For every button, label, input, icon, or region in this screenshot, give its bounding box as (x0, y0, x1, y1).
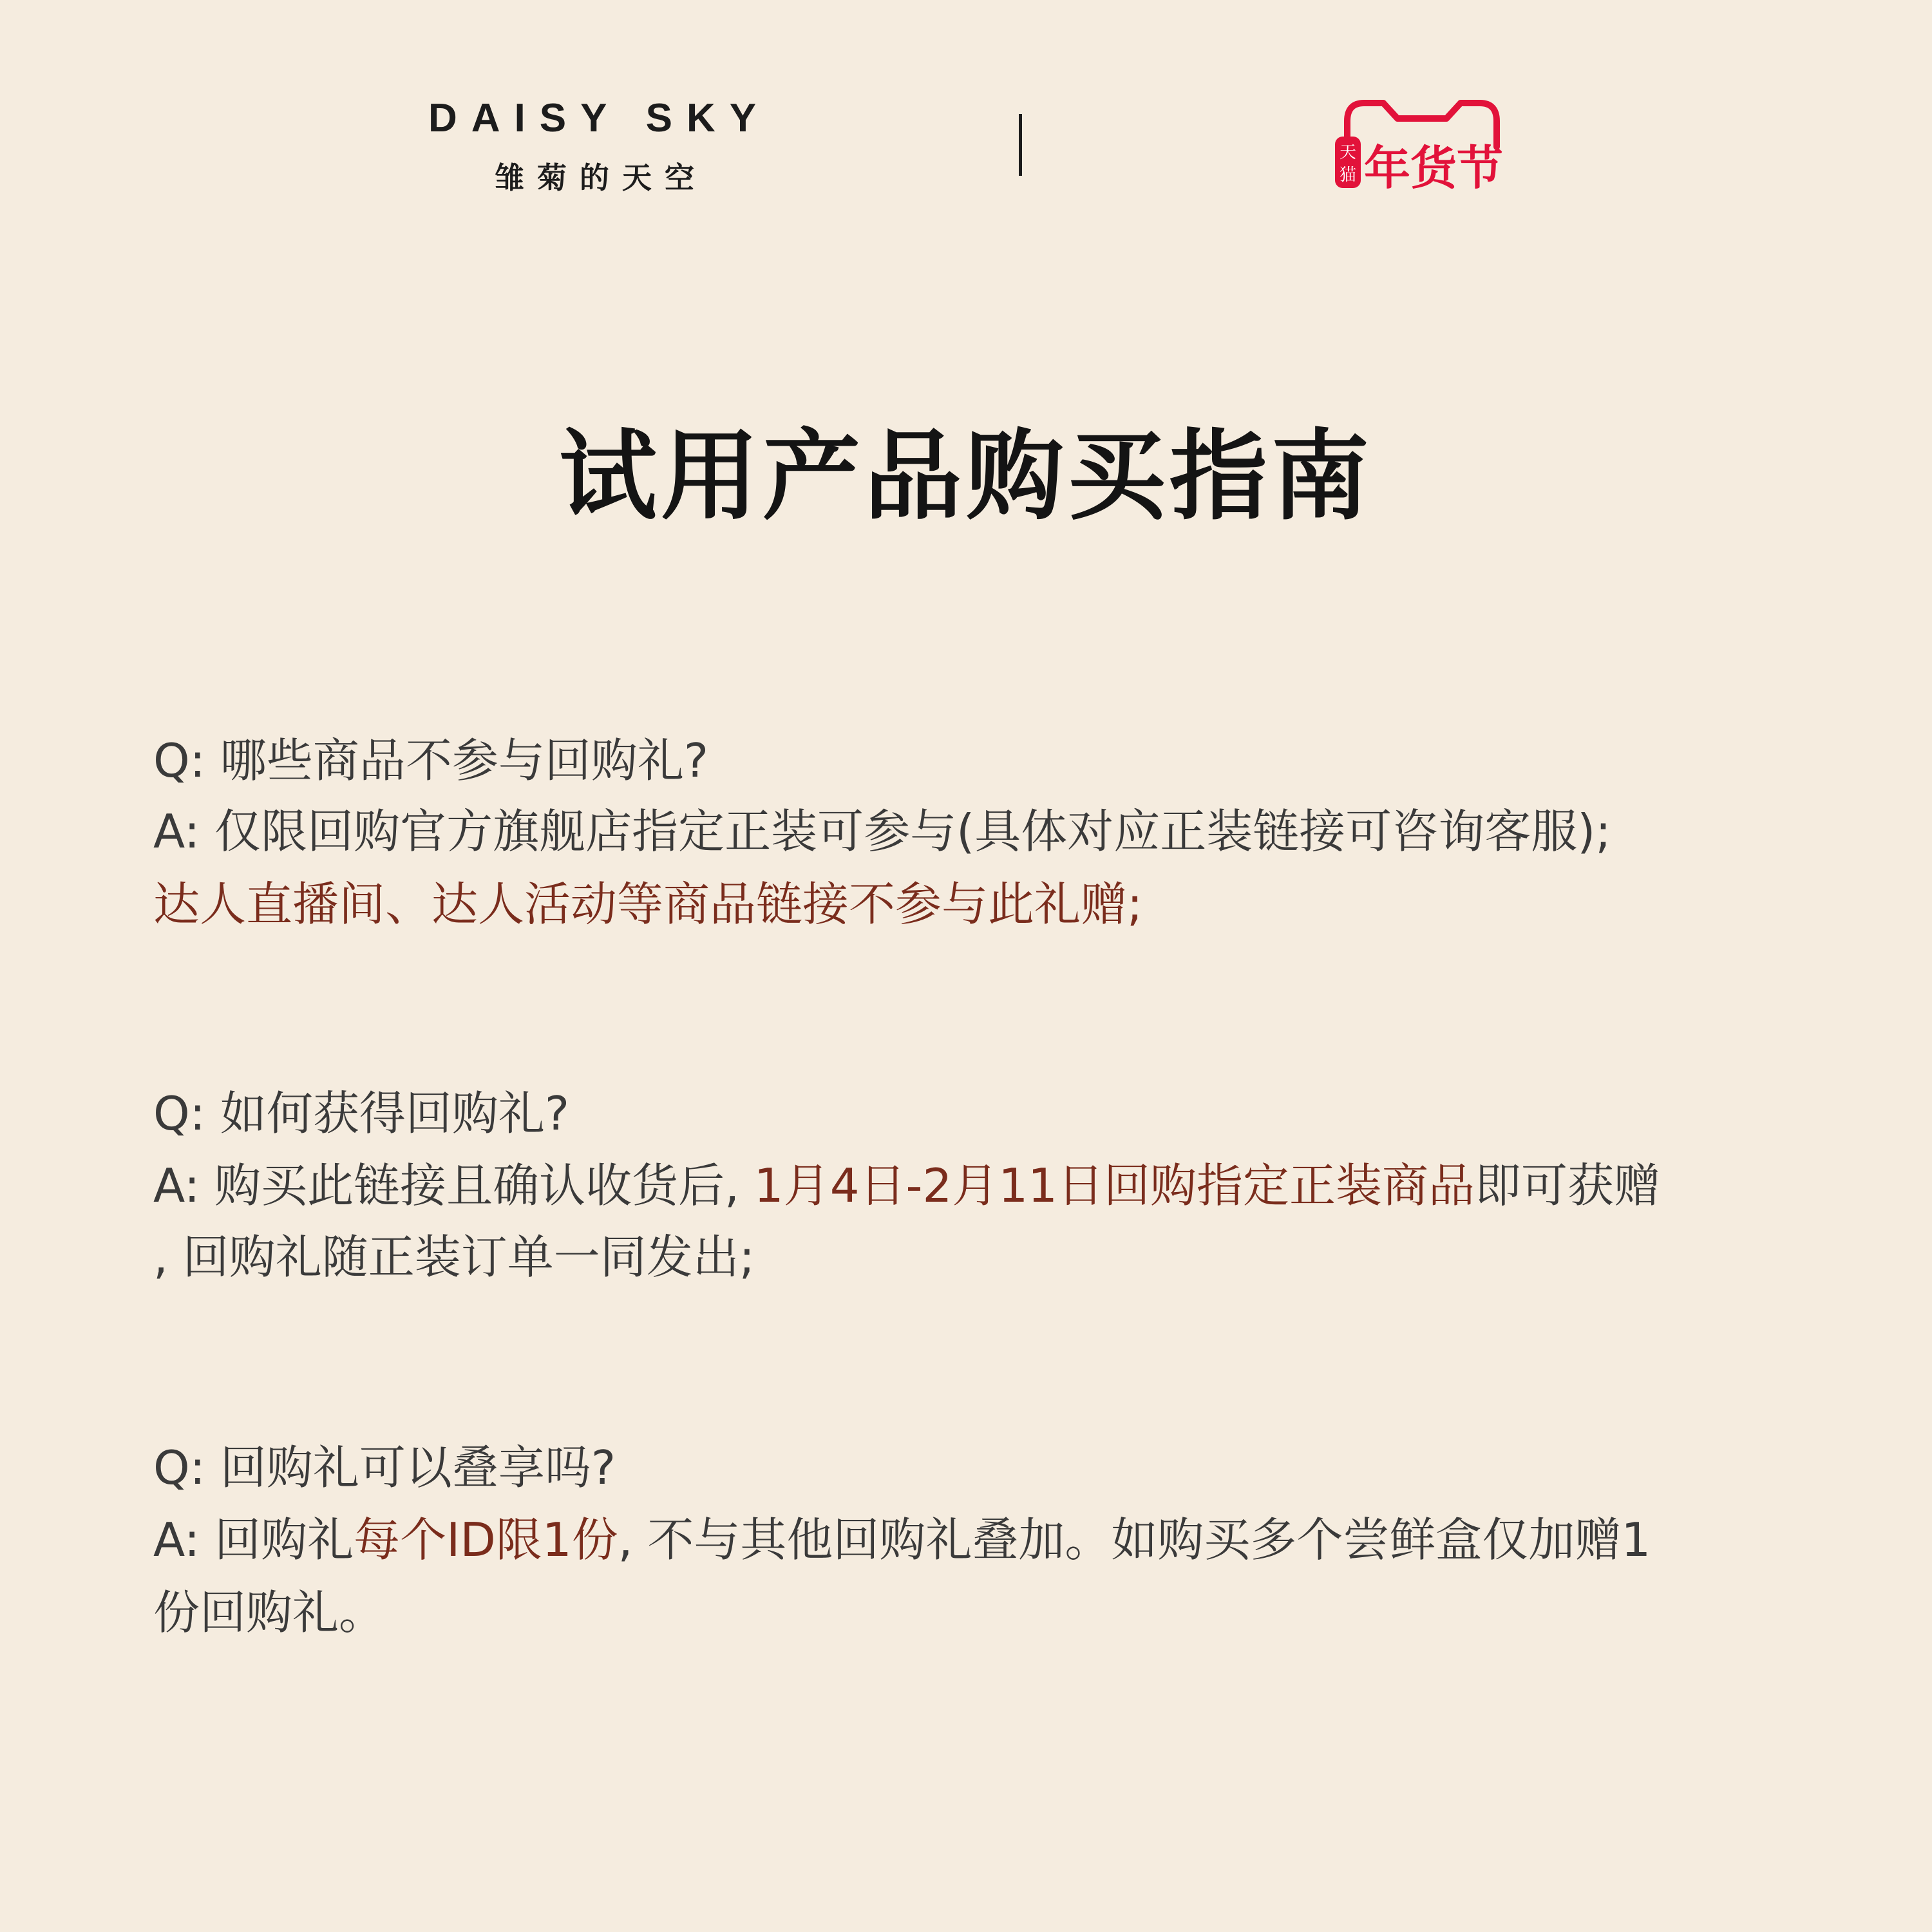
faq-1-question: Q: 哪些商品不参与回购礼? (153, 734, 709, 788)
festival-text: 年货节 (1364, 141, 1504, 195)
tmall-badge-top: 天 (1339, 143, 1357, 162)
faq-3-answer-line-2: 份回购礼。 (153, 1586, 386, 1640)
brand-logo-en: DAISY SKY (428, 96, 771, 140)
faq-2-question: Q: 如何获得回购礼? (153, 1086, 570, 1141)
faq-2-answer-highlight: 1月4日-2月11日回购指定正装商品 (753, 1159, 1475, 1213)
faq-3-answer-prefix: A: 回购礼 (153, 1513, 354, 1567)
faq-2-answer-line-1 (153, 1159, 1660, 1213)
faq-3-answer-suffix: , 不与其他回购礼叠加。如购买多个尝鲜盒仅加赠1 (618, 1513, 1651, 1567)
tmall-new-year-festival-logo (1333, 97, 1513, 200)
faq-2-answer-suffix: 即可获赠 (1474, 1159, 1660, 1213)
faq-2-answer-prefix: A: 购买此链接且确认收货后, (153, 1159, 754, 1213)
page-title: 试用产品购买指南 (559, 419, 1373, 533)
faq-3-answer-highlight: 每个ID限1份 (354, 1513, 618, 1567)
header-divider (1019, 114, 1022, 176)
brand-logo-cn: 雏菊的天空 (495, 160, 707, 195)
faq-1-answer-line-1: A: 仅限回购官方旗舰店指定正装可参与(具体对应正装链接可咨询客服); (153, 804, 1611, 858)
faq-3-question: Q: 回购礼可以叠享吗? (153, 1441, 616, 1495)
tmall-badge-bottom: 猫 (1339, 166, 1357, 185)
faq-1-answer-line-2: 达人直播间、达人活动等商品链接不参与此礼赠; (153, 877, 1143, 931)
faq-2-answer-line-2: , 回购礼随正装订单一同发出; (153, 1230, 755, 1284)
faq-3-answer-line-1 (153, 1513, 1651, 1567)
